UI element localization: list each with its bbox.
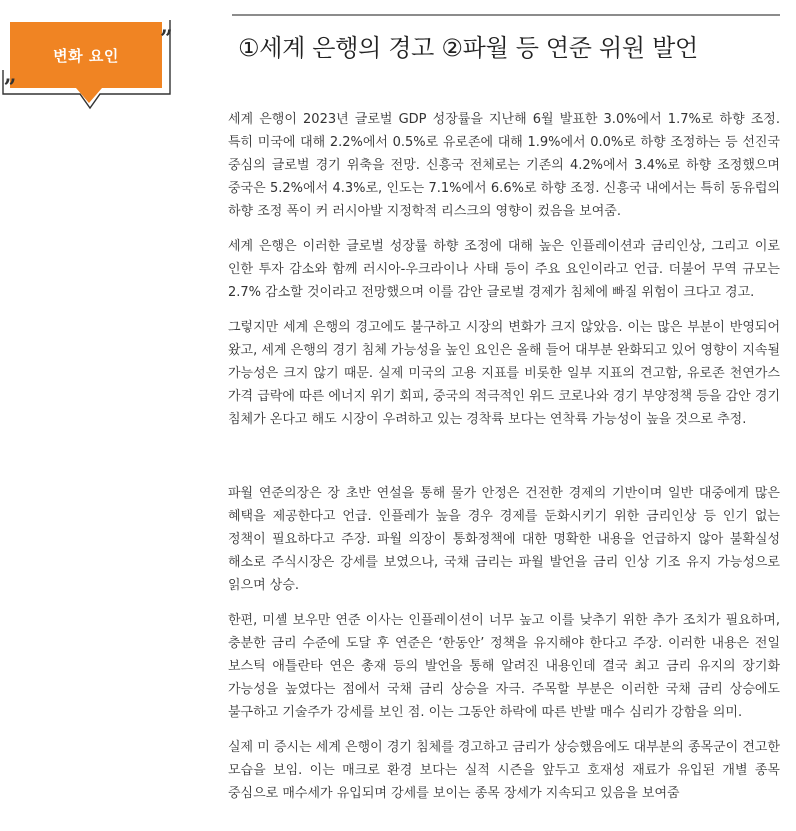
section-fed-remarks	[228, 482, 780, 805]
section-gap	[228, 443, 780, 482]
paragraph: 실제 미 증시는 세계 은행이 경기 침체를 경고하고 금리가 상승했음에도 대부분의 종목군이 견고한 모습을 보임. 이는 매크로 환경 보다는 실적 시즌을 앞두고 호재성 재료가 유입된 개별 종목 중심으로 매수세가 유입되며 강세를 보이는 종목 장세가 지속되고 있음을 보여줌	[228, 740, 780, 801]
title-divider	[232, 14, 780, 16]
paragraph: 세계 은행이 2023년 글로벌 GDP 성장률을 지난해 6월 발표한 3.0%에서 1.7%로 하향 조정. 특히 미국에 대해 2.2%에서 0.5%로 유로존에 대해 1.9%에서 0.0%로 하향 조정하는 등 선진국 중심의 글로벌 경기 위축을 전망. 신흥국 전체로는 기존의 4.2%에서 3.4%로 하향 조정했으며 중국은 5.2%에서 4.3%로, 인도는 7.1%에서 6.6%로 하향 조정. 신흥국 내에서는 특히 동유럽의 하향 조정 폭이 커 러시아발 지정학적 리스크의 영향이 컸음을 보여줌.	[228, 112, 780, 219]
paragraph: 그렇지만 세계 은행의 경고에도 불구하고 시장의 변화가 크지 않았음. 이는 많은 부분이 반영되어 왔고, 세계 은행의 경기 침체 가능성을 높인 요인은 올해 들어 대부분 완화되고 있어 영향이 지속될 가능성은 크지 않기 때문. 실제 미국의 고용 지표를 비롯한 일부 지표의 견고함, 유로존 천연가스 가격 급락에 따른 에너지 위기 회피, 중국의 적극적인 위드 코로나와 경기 부양정책 등을 감안 경기 침체가 온다고 해도 시장이 우려하고 있는 경착륙 보다는 연착륙 가능성이 높을 것으로 추정.	[228, 320, 780, 427]
badge-box	[10, 22, 162, 88]
close-quote-icon: ”	[160, 26, 173, 52]
paragraph: 파월 연준의장은 장 초반 연설을 통해 물가 안정은 건전한 경제의 기반이며 일반 대중에게 많은 혜택을 제공한다고 언급. 인플레가 높을 경우 경제를 둔화시키기 위한 금리인상 등 인기 없는 정책이 필요하다고 주장. 파월 의장이 통화정책에 대한 명확한 내용을 언급하지 않아 불확실성 해소로 주식시장은 강세를 보였으나, 국채 금리는 파월 발언을 금리 인상 기조 유지 가능성으로 읽으며 상승.	[228, 486, 780, 593]
paragraph: 한편, 미셸 보우만 연준 이사는 인플레이션이 너무 높고 이를 낮추기 위한 추가 조치가 필요하며, 충분한 금리 수준에 도달 후 연준은 ‘한동안’ 정책을 유지해야 한다고 주장. 이러한 내용은 전일 보스틱 애틀란타 연은 총재 등의 발언을 통해 알려진 내용인데 결국 최고 금리 유지의 장기화 가능성을 높였다는 점에서 국채 금리 상승을 자극. 주목할 부분은 이러한 국채 금리 상승에도 불구하고 기술주가 강세를 보인 점. 이는 그동안 하락에 따른 반발 매수 심리가 강함을 의미.	[228, 613, 780, 720]
paragraph: 세계 은행은 이러한 글로벌 성장률 하향 조정에 대해 높은 인플레이션과 금리인상, 그리고 이로 인한 투자 감소와 함께 러시아-우크라이나 사태 등이 주요 요인이라고 언급. 더불어 무역 규모는 2.7% 감소할 것이라고 전망했으며 이를 감안 글로벌 경제가 침체에 빠질 위험이 크다고 경고.	[228, 239, 780, 300]
open-quote-icon: „	[4, 62, 17, 88]
section-badge	[0, 0, 200, 120]
badge-label: 변화 요인	[53, 46, 119, 65]
page-title: ①세계 은행의 경고 ②파월 등 연준 위원 발언	[238, 34, 698, 62]
section-world-bank	[228, 108, 780, 431]
badge-pointer	[76, 88, 102, 103]
article-body	[228, 108, 780, 817]
